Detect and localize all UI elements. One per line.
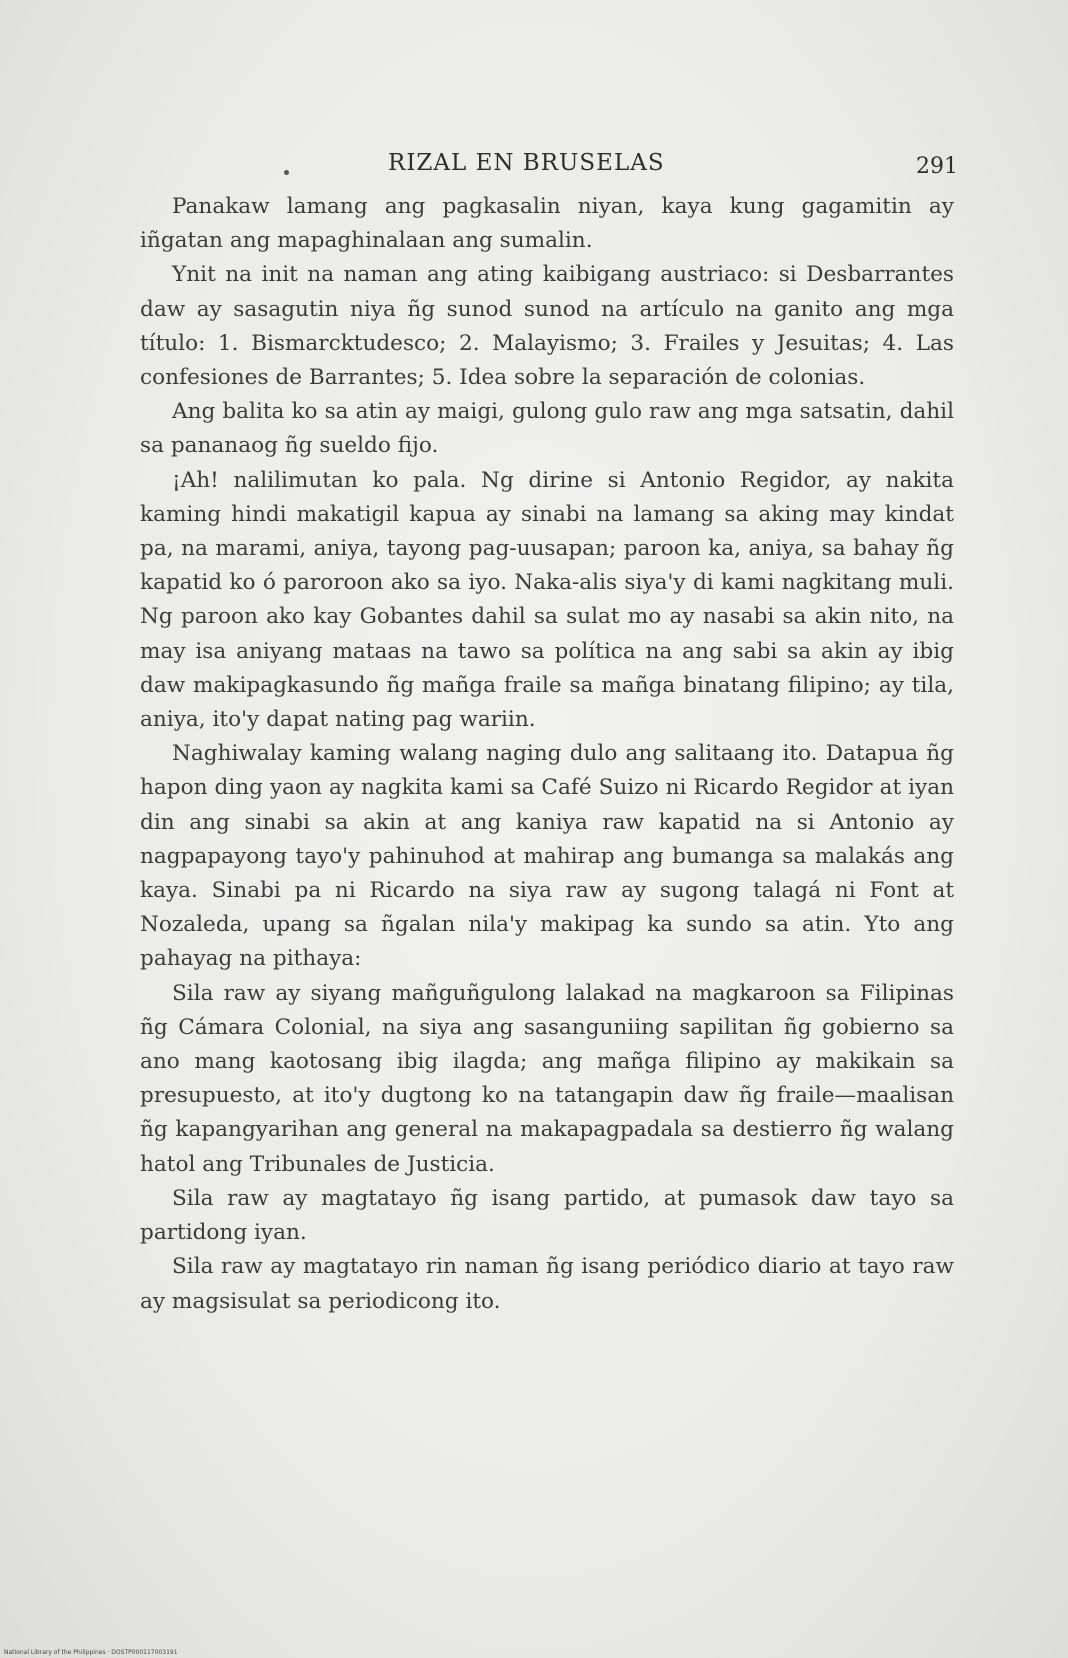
paragraph: ¡Ah! nalilimutan ko pala. Ng dirine si Antonio Regidor, ay nakita kaming hindi makatigil kapua ay sinabi na lamang sa aking may kindat pa, na marami, aniya, tayong pag-uusapan; paroon ka, aniya, sa bahay ñg kapatid ko ó paroroon ako sa iyo. Naka-alis siya'y di kami nagkitang muli. Ng paroon ako kay Gobantes dahil sa sulat mo ay nasabi sa akin nito, na may isa aniyang mataas na tawo sa política na ang sabi sa akin ay ibig daw makipagkasundo ñg mañga fraile sa mañga binatang filipino; ay tila, aniya, ito'y dapat nating pag wariin. — [140, 467, 954, 733]
ink-speck — [284, 170, 289, 175]
paragraph: Panakaw lamang ang pagkasalin niyan, kaya kung gagamitin ay iñgatan ang mapaghinalaan ang sumalin. — [140, 194, 954, 254]
page-header — [138, 140, 958, 180]
paragraph: Naghiwalay kaming walang naging dulo ang salitaang ito. Datapua ñg hapon ding yaon ay nagkita kami sa Café Suizo ni Ricardo Regidor at iyan din ang sinabi sa akin at ang kaniya raw kapatid na si Antonio ay nagpapayong tayo'y pahinuhod at mahirap ang bumanga sa malakás ang kaya. Sinabi pa ni Ricardo na siya raw ay sugong talagá ni Font at Nozaleda, upang sa ñgalan nila'y makipag ka sundo sa atin. Yto ang pahayag na pithaya: — [140, 741, 954, 972]
paragraph: Sila raw ay magtatayo rin naman ñg isang periódico diario at tayo raw ay magsisulat sa periodicong ito. — [140, 1254, 954, 1314]
running-title: RIZAL EN BRUSELAS — [388, 150, 665, 176]
paragraph: Sila raw ay magtatayo ñg isang partido, at pumasok daw tayo sa partidong iyan. — [140, 1185, 954, 1246]
paragraph: Ynit na init na naman ang ating kaibigang austriaco: si Desbarrantes daw ay sasagutin niya ñg sunod sunod na artículo na ganito ang mga título: 1. Bismarcktudesco; 2. Malayismo; 3. Frailes y Jesuitas; 4. Las confesiones de Barrantes; 5. Idea sobre la separación de colonias. — [140, 262, 954, 391]
page-number: 291 — [916, 154, 958, 179]
body-text — [140, 190, 954, 1319]
scan-credit: National Library of the Philippines · DOSTP000117003191 — [4, 1649, 178, 1656]
paragraph: Sila raw ay siyang mañguñgulong lalakad na magkaroon sa Filipinas ñg Cámara Colonial, na siya ang sasanguniing sapilitan ñg gobierno sa ano mang kaotosang ibig ilagda; ang mañga filipino ay makikain sa presupuesto, at ito'y dugtong ko na tatangapin daw ñg fraile—maalisan ñg kapangyarihan ang general na makapagpadala sa destierro ñg walang hatol ang Tribunales de Justicia. — [140, 980, 954, 1177]
paragraph: Ang balita ko sa atin ay maigi, gulong gulo raw ang mga satsatin, dahil sa pananaog ñg sueldo fijo. — [140, 399, 954, 459]
